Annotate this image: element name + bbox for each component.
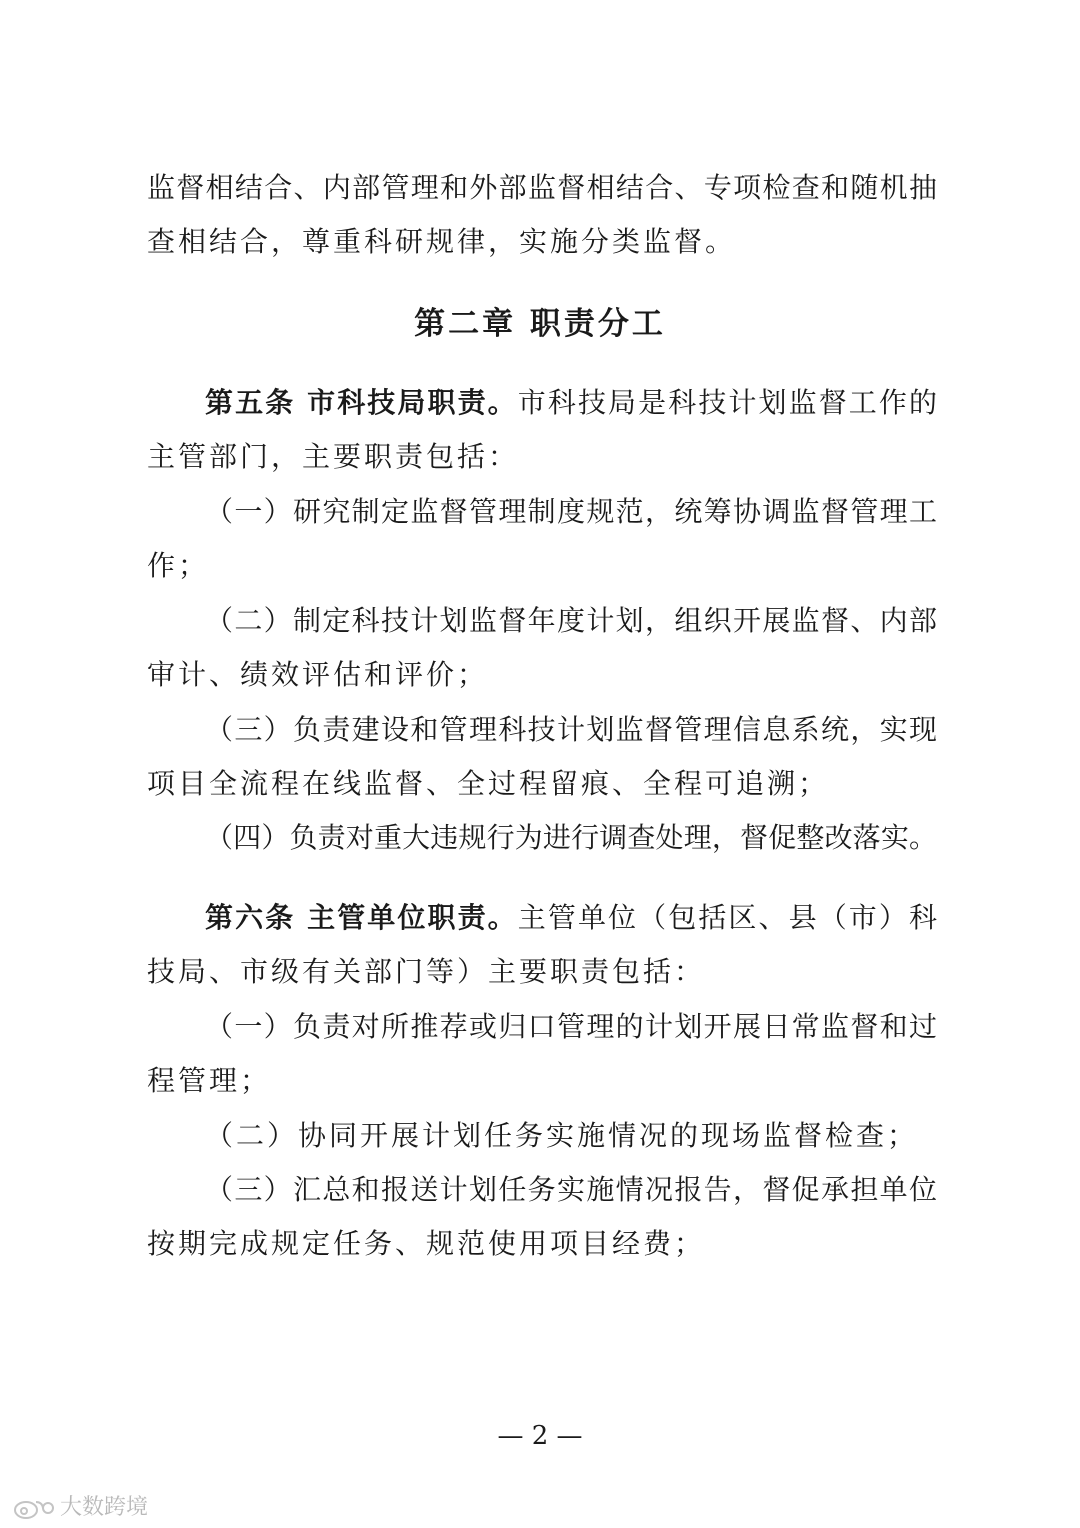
list-item-cont: 审计、绩效评估和评价； [147,658,489,691]
list-item: （一）研究制定监督管理制度规范，统筹协调监督管理工 [205,495,937,528]
watermark-text: 大数跨境 [60,1495,149,1520]
body-line: 技局、市级有关部门等）主要职责包括： [147,955,706,988]
body-line: 监督相结合、内部管理和外部监督相结合、专项检查和随机抽 [147,171,937,204]
article-5-lead [205,383,937,423]
page-number: — 2 — [497,1421,583,1451]
article-5-title: 第五条 市科技局职责。 [205,386,518,419]
list-item: （三）汇总和报送计划任务实施情况报告，督促承担单位 [205,1173,937,1206]
article-6-lead [205,898,937,938]
list-item: （一）负责对所推荐或归口管理的计划开展日常监督和过 [205,1010,937,1043]
article-6-lead-text: 主管单位（包括区、县（市）科 [517,901,937,934]
list-item: （二）协同开展计划任务实施情况的现场监督检查； [205,1119,919,1152]
list-item-cont: 按期完成规定任务、规范使用项目经费； [147,1227,706,1260]
article-5-lead-text: 市科技局是科技计划监督工作的 [517,386,937,419]
list-item: （四）负责对重大违规行为进行调查处理，督促整改落实。 [205,821,937,854]
list-item: （三）负责建设和管理科技计划监督管理信息系统，实现 [205,713,937,746]
article-6-title: 第六条 主管单位职责。 [205,901,518,934]
weibo-logo-icon [12,1496,56,1520]
list-item-cont: 项目全流程在线监督、全过程留痕、全程可追溯； [147,767,830,800]
list-item: （二）制定科技计划监督年度计划，组织开展监督、内部 [205,604,937,637]
body-line: 查相结合，尊重科研规律，实施分类监督。 [147,225,737,258]
list-item-cont: 程管理； [147,1064,272,1097]
chapter-heading: 第二章 职责分工 [414,306,666,342]
list-item-cont: 作； [147,549,210,582]
body-line: 主管部门，主要职责包括： [147,440,520,473]
watermark [12,1494,148,1522]
